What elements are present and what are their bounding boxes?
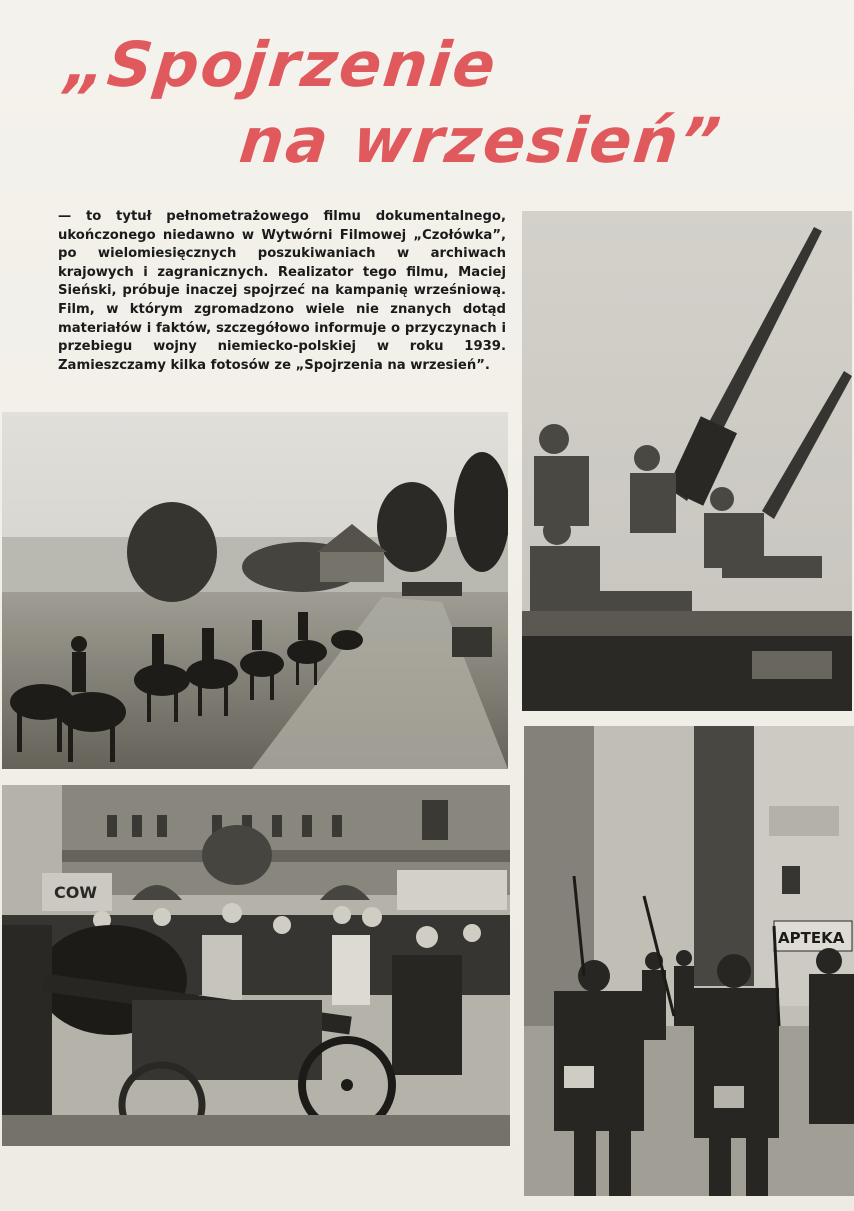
crowd-banner-text: COW bbox=[54, 883, 97, 902]
photo-anti-aircraft-crew bbox=[522, 211, 852, 711]
photo-soldiers-in-street bbox=[524, 726, 854, 1196]
article-title-line-2: na wrzesień” bbox=[236, 104, 726, 177]
article-lead-paragraph: — to tytuł pełnometrażowego filmu dokumentalnego, ukończonego niedawno w Wytwórni Filmowej „Czołówka”, po wielomiesięcznych poszukiwaniach w archiwach krajowych i zagranicznych. Realizator tego filmu, Maciej Sieński, próbuje inaczej spojrzeć na kampanię wrześniową. Film, w którym zgromadzono wiele nie znanych dotąd materiałów i faktów, szczegółowo informuje o przyczynach i przebiegu wojny niemiecko-polskiej w roku 1939. Zamieszczamy kilka fotosów ze „Spojrzenia na wrzesień”. bbox=[58, 209, 506, 373]
article-title-line-1: „Spojrzenie bbox=[62, 28, 501, 101]
photo-cavalry-column bbox=[2, 412, 508, 769]
photo-crowd-with-cart bbox=[2, 785, 510, 1146]
street-pharmacy-sign: APTEKA bbox=[778, 929, 845, 947]
